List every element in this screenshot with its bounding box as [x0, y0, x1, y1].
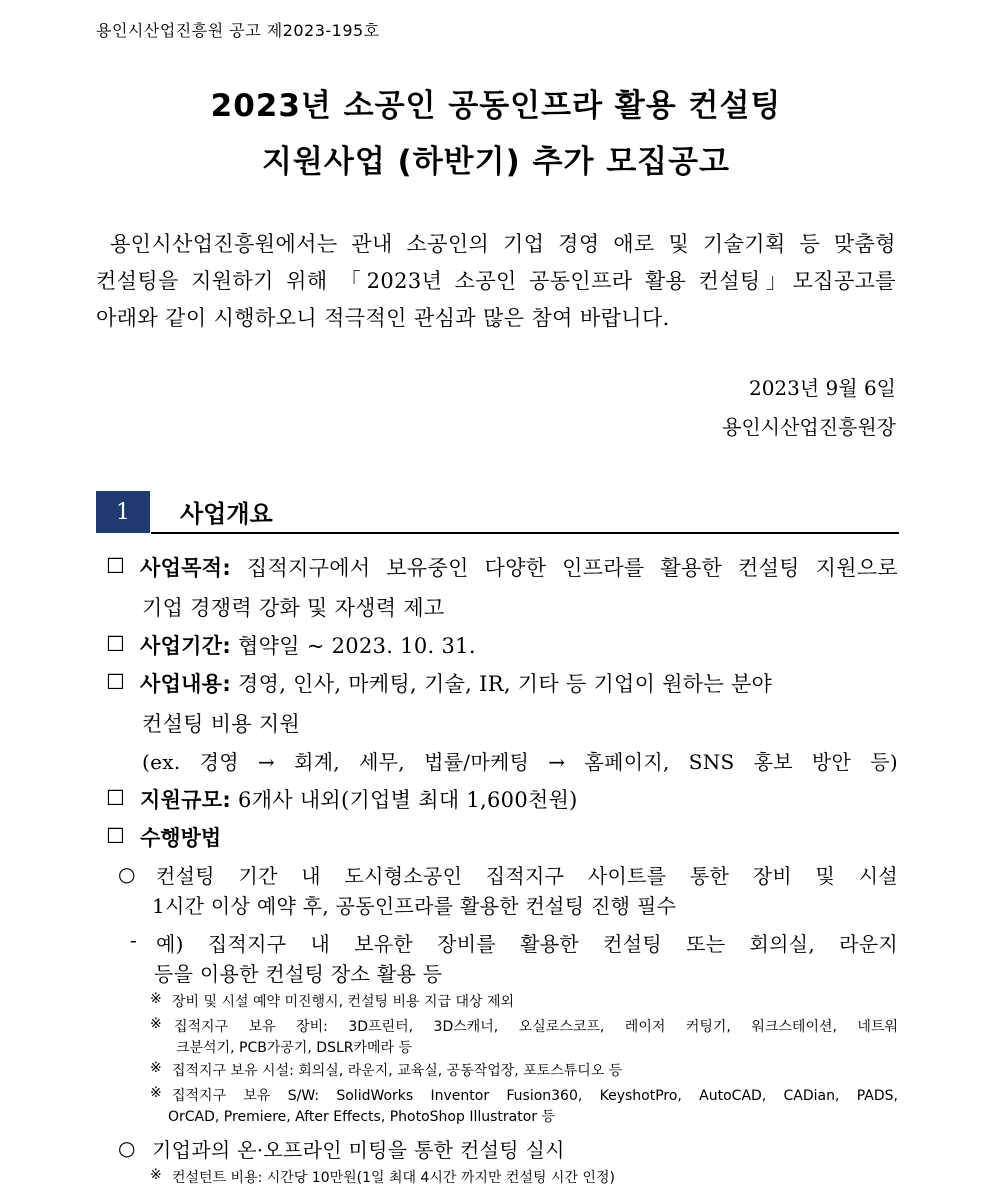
section-divider	[151, 532, 899, 534]
notice-date: 2023년 9월 6일	[748, 376, 896, 400]
method1-row	[156, 860, 898, 889]
intro-text-2: 컨설팅을 지원하기 위해 「2023년 소공인 공동인프라 활용 컨설팅」모집공고를	[96, 269, 896, 293]
note-1: 장비 및 시설 예약 미진행시, 컨설팅 비용 지급 대상 제외	[172, 994, 515, 1010]
notice-number: 용인시산업진흥원 공고 제2023-195호	[96, 21, 380, 40]
page-title-line-2: 지원사업 (하반기) 추가 모집공고	[261, 144, 730, 180]
note-symbol-icon: ※	[150, 1085, 162, 1101]
example-line-2: 등을 이용한 컨설팅 장소 활용 등	[154, 962, 443, 986]
checkbox-icon: ☐	[106, 670, 125, 694]
method1-line-1: 컨설팅 기간 내 도시형소공인 집적지구 사이트를 통한 장비 및 시설	[156, 864, 898, 888]
content-row	[140, 668, 772, 698]
method-label: 수행방법	[140, 826, 222, 850]
intro-text-1: 용인시산업진흥원에서는 관내 소공인의 기업 경영 애로 및 기술기획 등 맞춤형	[110, 232, 896, 256]
purpose-text-2: 기업 경쟁력 강화 및 자생력 제고	[142, 596, 445, 620]
note-4-row	[172, 1085, 898, 1105]
checkbox-icon: ☐	[106, 786, 125, 810]
content-text-2: 컨설팅 비용 지원	[142, 712, 301, 736]
content-text-1: 경영, 인사, 마케팅, 기술, IR, 기타 등 기업이 원하는 분야	[238, 672, 773, 696]
purpose-row	[140, 552, 898, 582]
content-text-3: (ex. 경영 → 회계, 세무, 법률/마케팅 → 홈페이지, SNS 홍보 방안 등)	[142, 750, 898, 774]
note-4-line-2: OrCAD, Premiere, After Effects, PhotoShop Illustrator 등	[168, 1109, 556, 1125]
example-line-1: 예) 집적지구 내 보유한 장비를 활용한 컨설팅 또는 회의실, 라운지	[156, 932, 898, 956]
period-row	[140, 630, 476, 660]
scale-label: 지원규모:	[140, 788, 232, 812]
note-symbol-icon: ※	[150, 1016, 162, 1032]
note-4-line-1: 집적지구 보유 S/W: SolidWorks Inventor Fusion360, KeyshotPro, AutoCAD, CADian, PADS,	[172, 1088, 898, 1104]
note-2-row	[174, 1016, 898, 1036]
checkbox-icon: ☐	[106, 632, 125, 656]
content-label: 사업내용:	[140, 672, 232, 696]
circle-bullet-icon: ○	[118, 862, 136, 886]
purpose-label: 사업목적:	[140, 556, 232, 580]
page-title-line-1: 2023년 소공인 공동인프라 활용 컨설팅	[210, 88, 782, 124]
dash-bullet-icon: -	[130, 928, 138, 952]
note-3: 집적지구 보유 시설: 회의실, 라운지, 교육실, 공동작업장, 포토스튜디오 등	[172, 1063, 623, 1079]
checkbox-icon: ☐	[106, 554, 125, 578]
method1-line-2: 1시간 이상 예약 후, 공동인프라를 활용한 컨설팅 진행 필수	[152, 894, 677, 918]
example-row	[156, 928, 898, 957]
note-symbol-icon: ※	[150, 991, 162, 1007]
section-title: 사업개요	[180, 500, 273, 528]
method2-text: 기업과의 온·오프라인 미팅을 통한 컨설팅 실시	[152, 1138, 565, 1162]
note-2-line-2: 크분석기, PCB가공기, DSLR카메라 등	[176, 1040, 413, 1056]
note-5: 컨설턴트 비용: 시간당 10만원(1일 최대 4시간 까지만 컨설팅 시간 인정)	[172, 1170, 615, 1186]
intro-line-2	[96, 265, 896, 295]
issuing-organization: 용인시산업진흥원장	[722, 415, 896, 439]
intro-line-3: 아래와 같이 시행하오니 적극적인 관심과 많은 참여 바랍니다.	[96, 306, 670, 330]
purpose-text-1: 집적지구에서 보유중인 다양한 인프라를 활용한 컨설팅 지원으로	[246, 556, 898, 580]
section-number-badge: 1	[96, 491, 150, 533]
note-symbol-icon: ※	[150, 1060, 162, 1076]
scale-row	[140, 784, 578, 814]
period-text: 협약일 ~ 2023. 10. 31.	[238, 634, 476, 658]
circle-bullet-icon: ○	[118, 1136, 136, 1160]
note-2-line-1: 집적지구 보유 장비: 3D프린터, 3D스캐너, 오실로스코프, 레이저 커팅기, 워크스테이션, 네트워	[174, 1019, 898, 1035]
content-row-3	[142, 746, 898, 775]
checkbox-icon: ☐	[106, 824, 125, 848]
note-symbol-icon: ※	[150, 1167, 162, 1183]
purpose-row-text	[140, 552, 898, 582]
intro-line-1	[110, 228, 896, 258]
period-label: 사업기간:	[140, 634, 232, 658]
scale-text: 6개사 내외(기업별 최대 1,600천원)	[238, 788, 578, 812]
